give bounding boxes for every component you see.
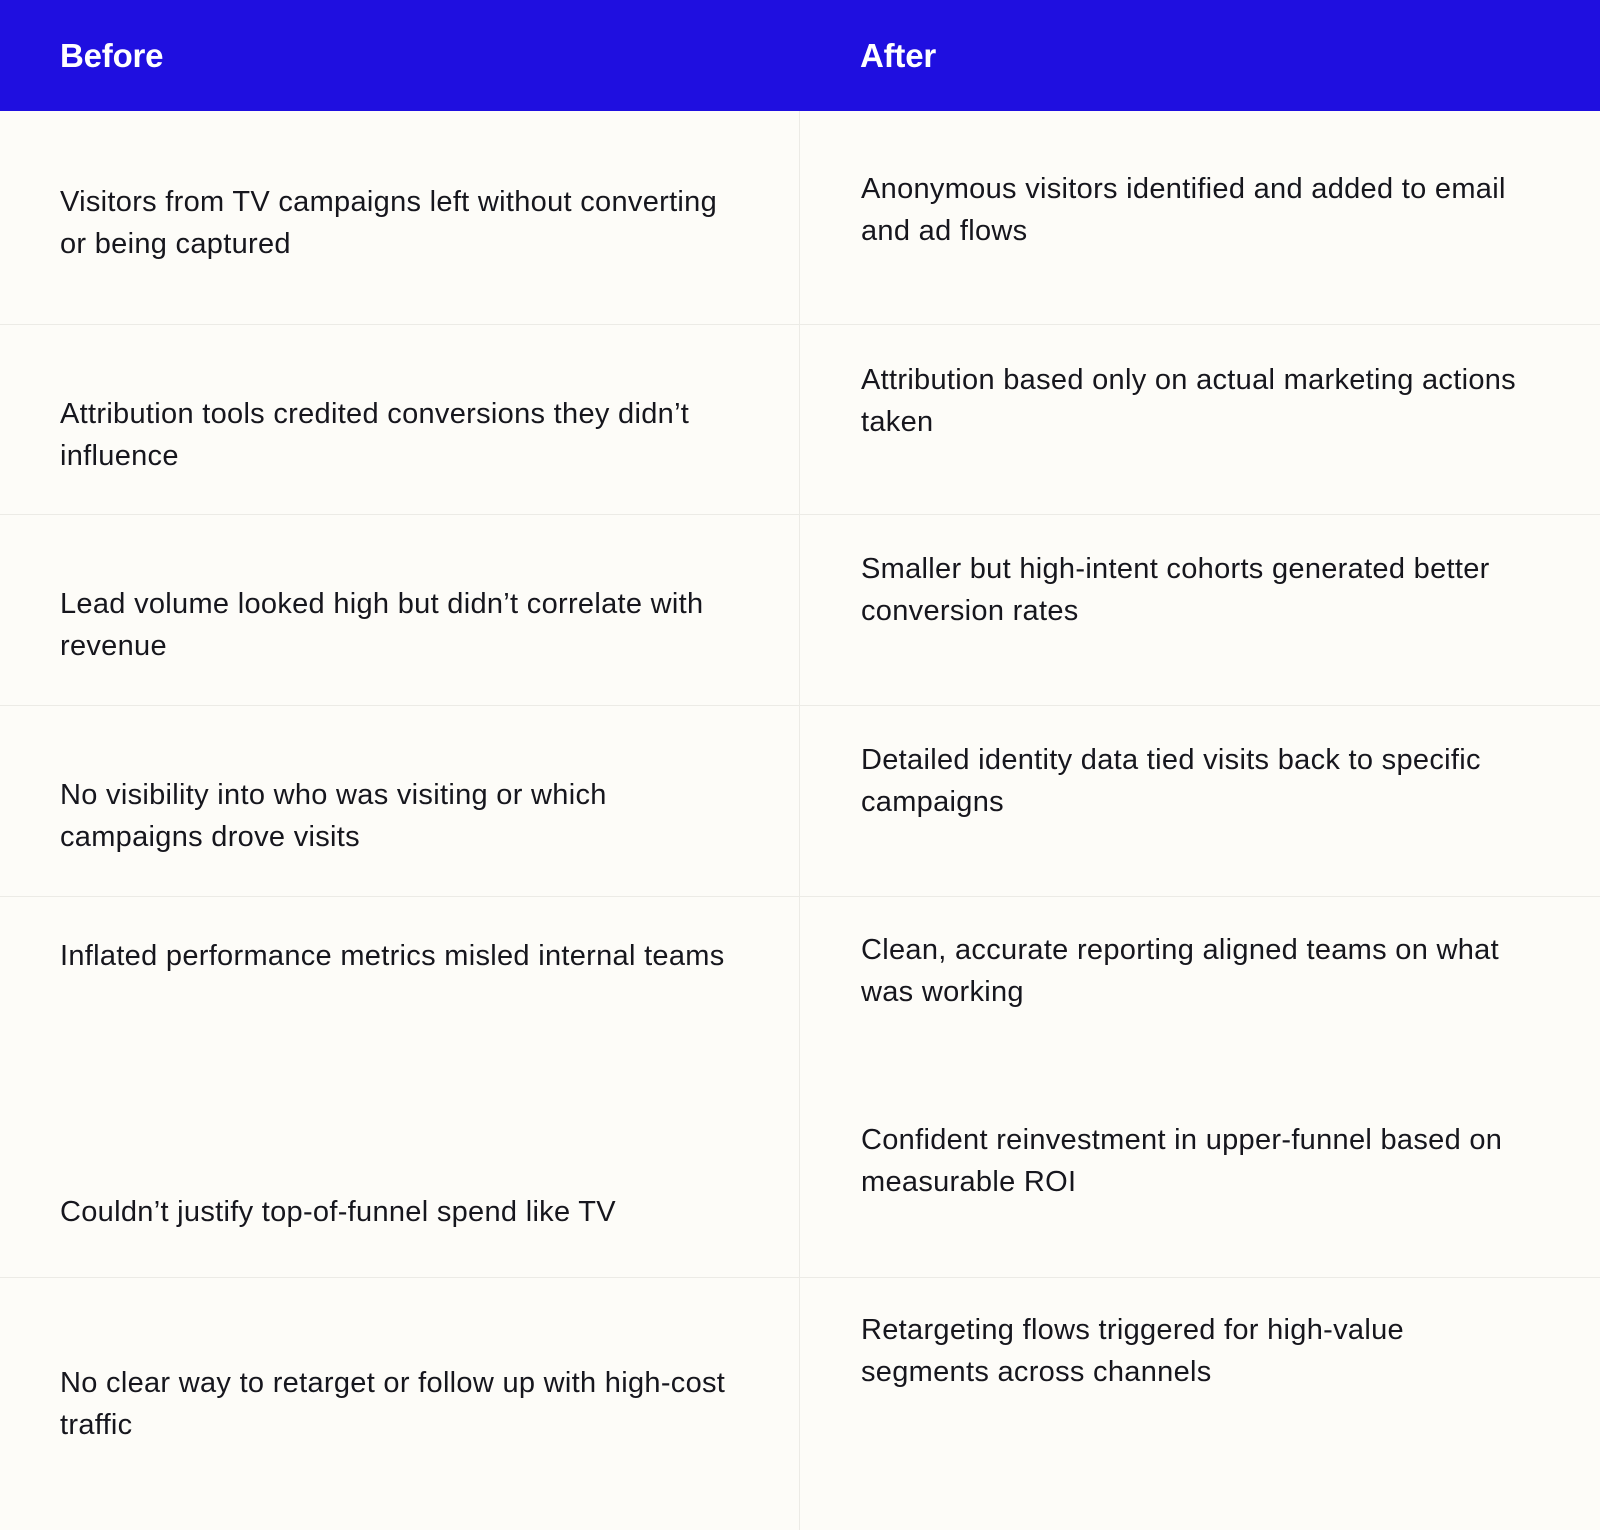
before-cell — [0, 111, 800, 324]
after-text: Attribution based only on actual marketing actions taken — [861, 364, 1516, 438]
before-cell — [0, 515, 800, 705]
after-text: Smaller but high-intent cohorts generated better conversion rates — [861, 553, 1490, 627]
after-text: Anonymous visitors identified and added to email and ad flows — [861, 173, 1506, 247]
after-text: Detailed identity data tied visits back to specific campaigns — [861, 744, 1481, 818]
after-cell — [800, 1278, 1600, 1530]
after-cell — [800, 706, 1600, 896]
after-text: Confident reinvestment in upper-funnel based on measurable ROI — [861, 1124, 1503, 1198]
before-cell — [0, 1278, 800, 1530]
table-body — [0, 111, 1600, 1530]
after-cell — [800, 111, 1600, 324]
before-text: Visitors from TV campaigns left without converting or being captured — [60, 185, 718, 260]
before-text: Lead volume looked high but didn’t correlate with revenue — [60, 588, 704, 662]
after-column-header: After — [860, 36, 937, 74]
after-cell — [800, 1087, 1600, 1277]
before-cell — [0, 325, 800, 514]
after-cell — [800, 897, 1600, 1087]
after-cell — [800, 515, 1600, 705]
table-row — [0, 111, 1600, 325]
table-row — [0, 1087, 1600, 1278]
table-row — [0, 515, 1600, 706]
before-text: Couldn’t justify top-of-funnel spend like TV — [60, 1196, 616, 1228]
before-text: No clear way to retarget or follow up with high-cost traffic — [60, 1367, 726, 1441]
after-cell — [800, 325, 1600, 514]
table-row — [0, 325, 1600, 515]
table-row — [0, 897, 1600, 1087]
table-row — [0, 1278, 1600, 1530]
before-column-header: Before — [60, 36, 164, 74]
table-header — [0, 0, 1600, 111]
before-cell — [0, 706, 800, 896]
before-text: No visibility into who was visiting or which campaigns drove visits — [60, 779, 607, 853]
after-text: Retargeting flows triggered for high-value segments across channels — [861, 1314, 1404, 1388]
before-cell — [0, 897, 800, 1087]
before-cell — [0, 1087, 800, 1277]
after-text: Clean, accurate reporting aligned teams on what was working — [861, 934, 1499, 1008]
table-row — [0, 706, 1600, 897]
before-text: Inflated performance metrics misled internal teams — [60, 940, 725, 972]
before-text: Attribution tools credited conversions they didn’t influence — [60, 397, 690, 472]
